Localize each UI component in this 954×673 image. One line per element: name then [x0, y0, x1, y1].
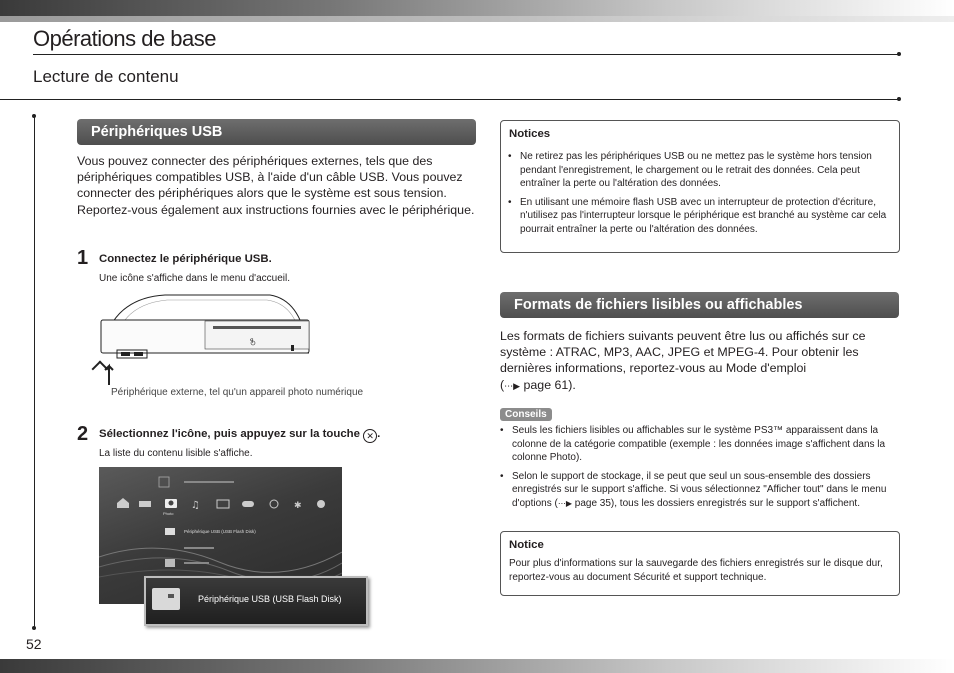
margin-line-dot-bottom: [32, 626, 36, 630]
notice-text: Pour plus d'informations sur la sauvegarde des fichiers enregistrés sur le disque dur, reportez-vous au document Sécurité et support technique.: [509, 558, 883, 583]
conseils-list: [500, 424, 896, 516]
list-item: • En utilisant une mémoire flash USB avec un interrupteur de protection d'écriture, n'utilisez pas l'interrupteur lorsque le périphérique est branché au système car cela pourrait entraîner la perte ou l'altération des données.: [508, 196, 890, 237]
formats-intro-text: Les formats de fichiers suivants peuvent être lus ou affichés sur ce système : ATRAC, MP3, AAC, JPEG et MPEG-4. Pour obtenir les dernières informations, reportez-vous au Mode d'emploi: [500, 329, 866, 376]
margin-line: [34, 116, 35, 628]
conseils-badge: Conseils: [500, 408, 552, 421]
conseils-badge-wrap: [500, 404, 552, 422]
usb-device-callout: [144, 576, 368, 626]
cross-button-icon: ✕: [363, 429, 377, 443]
page-reference-icon: ⋯▶: [557, 498, 572, 508]
step-1-subtext: Une icône s'affiche dans le menu d'accueil.: [99, 273, 290, 284]
callout-label: Périphérique USB (USB Flash Disk): [198, 594, 342, 604]
list-item: • Seuls les fichiers lisibles ou affichables sur le système PS3™ apparaissent dans la colonne de la catégorie compatible (exemple : les données image s'affichent dans la colonne Photo).: [500, 424, 896, 465]
svg-text:♫: ♫: [191, 500, 200, 511]
subtitle-rule: [0, 99, 899, 100]
usb-flash-disk-icon: [152, 588, 180, 610]
step-2-title-text: Sélectionnez l'icône, puis appuyez sur la touche: [99, 428, 360, 440]
usb-intro-paragraph: Vous pouvez connecter des périphériques externes, tels que des périphériques compatibles USB, à l'aide d'un câble USB. Vous pouvez connecter des périphériques alors que le système est sous tension. Reportez-vous également aux instructions fournies avec le périphérique.: [77, 154, 475, 217]
title-rule: [33, 54, 899, 55]
notices-list: [508, 150, 890, 242]
page-title: Opérations de base: [33, 26, 217, 51]
rule-end-dot: [897, 52, 901, 56]
bottom-gradient-bar: [0, 659, 954, 673]
page-reference-icon: ⋯▶: [504, 380, 521, 391]
step-1-number: 1: [77, 247, 89, 269]
xmb-item-label: Périphérique USB (USB Flash Disk): [184, 529, 256, 534]
notices-title: Notices: [509, 128, 551, 140]
svg-text:✱: ✱: [294, 501, 302, 511]
step-2-title: [99, 428, 380, 443]
margin-line-dot-top: [32, 114, 36, 118]
section-heading-usb: Périphériques USB: [77, 119, 476, 145]
page-subtitle: Lecture de contenu: [33, 67, 179, 86]
formats-intro-paragraph: [500, 328, 896, 394]
list-item: [500, 470, 896, 511]
top-gradient-bar-lower: [0, 16, 954, 22]
step-2-title-end: .: [377, 428, 381, 440]
rule-end-dot: [897, 97, 901, 101]
step-2-number: 2: [77, 423, 89, 445]
step-1-title: Connectez le périphérique USB.: [99, 253, 272, 265]
xmb-category-label: Photo: [163, 511, 174, 516]
page-number: 52: [26, 636, 42, 652]
step-2-subtext: La liste du contenu lisible s'affiche.: [99, 448, 253, 459]
formats-ref-open: (: [500, 377, 505, 392]
list-item: • Ne retirez pas les périphériques USB ou ne mettez pas le système hors tension pendant l'enregistrement, le chargement ou le retrait des données. Cela peut entraîner la perte ou l'altération des données.: [508, 150, 890, 191]
formats-ref-page: page 61).: [523, 377, 576, 392]
ps3-console-illustration: [95, 290, 315, 385]
conseils-item-2-end: page 35), tous les dossiers enregistrés sur le support s'affichent.: [574, 497, 860, 509]
notices-box: [500, 120, 900, 253]
svg-text:ꟼ: ꟼ: [250, 338, 254, 345]
conseils-item-2-text: Selon le support de stockage, il se peut que seul un sous-ensemble des dossiers enregistrés sur le support s'affiche. Si vous sélectionnez "Afficher tout" dans le menu d'options (: [512, 470, 887, 509]
step-1-caption: Périphérique externe, tel qu'un appareil photo numérique: [111, 387, 364, 398]
notice-box: [500, 531, 900, 596]
section-heading-formats: Formats de fichiers lisibles ou affichables: [500, 292, 899, 318]
notice-title: Notice: [509, 539, 544, 551]
